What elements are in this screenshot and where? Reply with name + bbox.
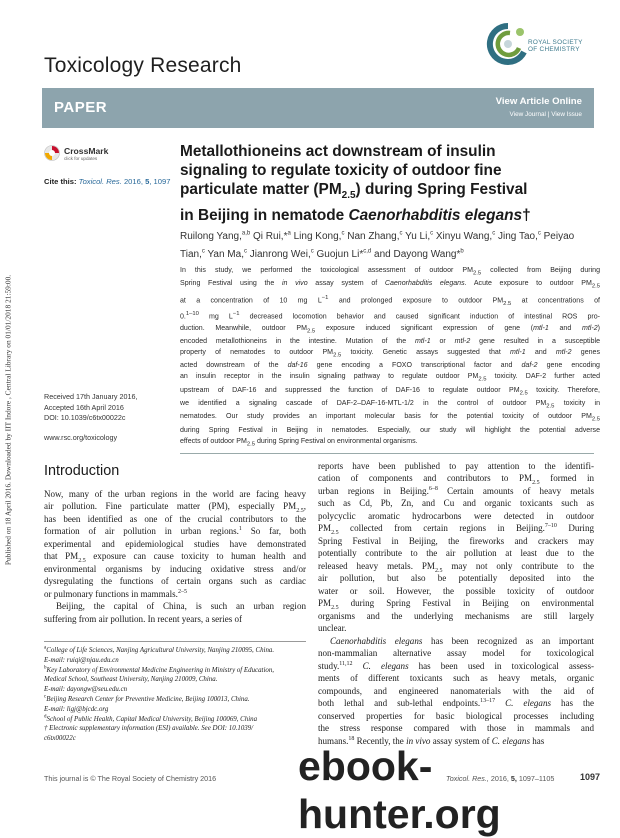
- body-text-line: non-mammalian alternative assay model for toxicological: [318, 648, 594, 659]
- intro-column-right: [318, 460, 594, 747]
- cite-journal[interactable]: Toxicol. Res.: [78, 177, 122, 186]
- view-links: [510, 111, 583, 118]
- body-text-line: experimental and epidemiological studies have demonstrated: [44, 538, 306, 549]
- body-text-line: water or soil. However, the possible toxicity of outdoor: [318, 585, 594, 596]
- footnote-line[interactable]: E-mail: ruiqi@njau.edu.cn: [44, 656, 119, 664]
- body-text-line: polycyclic aromatic hydrocarbons were detected in outdoor: [318, 510, 594, 521]
- body-text-line: organisms and the underlying mechanisms are still largely: [318, 610, 594, 621]
- author[interactable]: Peiyao Tian,$^c$: [180, 231, 575, 260]
- body-text-line: reports have been published to pay attention to the identifi-: [318, 461, 594, 471]
- journal-footer: Toxicol. Res., 2016, 5, 1097–1105: [446, 774, 555, 783]
- title-line: Metallothioneins act downstream of insulin: [180, 143, 496, 160]
- rsc-logo-text: ROYAL SOCIETY OF CHEMISTRY: [528, 39, 583, 54]
- abstract-line: Spring Festival using the in vivo assay system of Caenorhabditis elegans. Acute exposure to outdoor $PM_{2.5}$: [180, 280, 601, 290]
- footnote-divider: [44, 641, 306, 642]
- body-text-line: $PM_{2.5}$ collected from certain regions in Beijing.$^{7-10}$ During: [318, 523, 594, 537]
- abstract-line: In this study, we performed the toxicological assessment of outdoor $PM_{2.5}$ collected from Beijing during: [180, 267, 601, 277]
- view-article-online-link[interactable]: View Article Online: [495, 96, 582, 107]
- body-text-line: potentially contribute to the air pollution at least due to the: [318, 548, 594, 559]
- author[interactable]: Yu Li,$^c$: [402, 231, 434, 243]
- body-text-line: Caenorhabditis elegans has been recognized as an important: [330, 635, 595, 646]
- section-heading: Introduction: [44, 463, 120, 479]
- abstract-line: at a concentration of 10 mg $L^{-1}$ and prolonged exposure to outdoor $PM_{2.5}$ at concentrations of: [180, 294, 600, 307]
- body-text-line: Spring Festival in Beijing, the fireworks and crackers may: [318, 535, 594, 546]
- title-line: in Beijing in nematode Caenorhabditis elegans†: [180, 206, 531, 224]
- footnote-line: $^a$College of Life Sciences, Nanjing Agricultural University, Nanjing 210095, China.: [44, 645, 275, 654]
- page-number: 1097: [580, 772, 601, 782]
- crossmark-title: CrossMark: [64, 146, 109, 156]
- abstract-line: acted downstream of the daf-16 gene encoding a FOXO transcriptional factor and daf-2 gene encoding: [180, 362, 600, 370]
- body-text-line: suffering from air pollution. In recent years, a series of: [44, 613, 243, 624]
- article-type-label: PAPER: [54, 99, 108, 116]
- abstract: [180, 266, 600, 450]
- body-text-line: humans.$^{18}$ Recently, the in vivo assay system of C. elegans has: [318, 735, 545, 746]
- received-date: Received 17th January 2016,: [44, 392, 138, 401]
- footnote-line[interactable]: E-mail: dayongw@seu.edu.cn: [44, 686, 128, 694]
- body-text-line: compounds, and engineered nanomaterials with the aid of: [318, 685, 594, 696]
- footnote-line: $^d$School of Public Health, Capital Medical University, Beijing 100069, China: [44, 714, 258, 723]
- footnote-line[interactable]: † Electronic supplementary information (ESI) available. See DOI: 10.1039/: [44, 725, 254, 733]
- link-separator: |: [547, 111, 552, 118]
- author[interactable]: Ruilong Yang,$^{a,b}$: [180, 231, 251, 243]
- title-line: particulate matter $(PM_{2.5})$ during Spring Festival: [180, 181, 528, 202]
- body-text-line: released heavy metals. $PM_{2.5}$ may not only contribute to the: [318, 560, 594, 574]
- crossmark-badge[interactable]: [44, 145, 124, 163]
- copyright-footer: This journal is © The Royal Society of Chemistry 2016: [44, 774, 217, 783]
- abstract-line: upstream of DAF-16 and suppressed the function of DAF-16 to regulate outdoor $PM_{2.5}$ toxicity. Therefore,: [180, 386, 600, 397]
- abstract-line: property of nematodes to outdoor $PM_{2.5}$ toxicity. Genetic assays suggested that mtl-1 and mtl-2 genes: [180, 349, 600, 359]
- esi-dagger[interactable]: †: [522, 206, 531, 224]
- cite-volume: 5: [145, 177, 150, 186]
- intro-column-left: [44, 488, 306, 625]
- title-line: signaling to regulate toxicity of outdoor fine: [180, 162, 502, 180]
- cite-pages: , 1097: [149, 177, 171, 186]
- abstract-line: encoded metallothioneins in the intestine. Mutation of the mtl-1 or mtl-2 gene resulted in a susceptible: [180, 338, 600, 346]
- abstract-line: during Spring Festival in Beijing in nematodes. Especially, our study will highlight the potential adverse: [180, 426, 600, 434]
- body-text-line: urban regions in Beijing.$^{6-8}$ Certain amounts of heavy metals: [318, 485, 594, 496]
- crossmark-subtitle: click for updates: [64, 156, 98, 161]
- body-text-line: dysregulating the functions of certain organs such as cardiac: [44, 576, 306, 587]
- body-text-line: cation of components and contributors to $PM_{2.5}$ formed in: [318, 473, 595, 487]
- doi[interactable]: DOI: 10.1039/c6tx00022c: [44, 413, 126, 423]
- rsc-emblem-icon: [486, 22, 530, 66]
- author[interactable]: Guojun Li*$^{c,d}$: [313, 248, 372, 260]
- author[interactable]: Xinyu Wang,$^c$: [433, 231, 496, 243]
- body-text-line: Now, many of the urban regions in the world are facing heavy: [44, 489, 306, 499]
- cite-label: Cite this:: [44, 177, 77, 186]
- article-history: [44, 392, 138, 424]
- view-issue-link[interactable]: View Issue: [551, 111, 582, 118]
- side-download-note: [2, 150, 14, 690]
- body-text-line: air pollution, but also be potentially deposited into the: [318, 573, 594, 584]
- abstract-line: effects of outdoor $PM_{2.5}$ during Spring Festival on environmental organisms.: [180, 437, 418, 448]
- body-text-line: environmental organisms by inducing oxidative stress and/or: [44, 563, 306, 574]
- side-download-text: Published on 18 April 2016. Downloaded by IIT Indore , Central Library on 01/01/2018 21:59:00.: [3, 274, 13, 566]
- author-list: [180, 227, 600, 262]
- body-text-line: conserved properties for basic biological processes including: [318, 710, 594, 721]
- author[interactable]: Nan Zhang,$^c$: [344, 231, 403, 243]
- author[interactable]: and Dayong Wang*$^b$: [371, 248, 464, 260]
- cite-year: 2016,: [123, 177, 143, 186]
- journal-title: Toxicology Research: [44, 54, 242, 77]
- body-text-line: such as Cd, Pb, Zn, and Cu and organic toxicants such as: [318, 498, 594, 509]
- body-text-line: unclear.: [318, 623, 347, 634]
- author[interactable]: Jing Tao,$^c$: [495, 231, 541, 243]
- accepted-date: Accepted 16th April 2016: [44, 402, 124, 412]
- divider: [180, 453, 594, 454]
- footnote-line: Medical School, Southeast University, Nanjing 210009, China.: [44, 676, 218, 684]
- species-name: Caenorhabditis elegans: [348, 206, 523, 224]
- author[interactable]: Qi Rui,*$^a$: [250, 231, 291, 243]
- body-text-line: both lethal and sub-lethal endpoints.$^{13-17}$ C. elegans has the: [318, 698, 595, 709]
- watermark: ebook-hunter.org: [298, 743, 501, 837]
- article-type-banner: [42, 88, 594, 128]
- body-text-line: has been identified as one of the crucial contributors to the: [44, 513, 306, 524]
- abstract-line: we identified a signaling cascade of DAF-2–DAF-16-MTL-1/2 in the control of outdoor $PM_{2.5}$ toxicity in: [180, 400, 601, 410]
- view-journal-link[interactable]: View Journal: [509, 111, 546, 118]
- footnote-line[interactable]: E-mail: ligj@bjcdc.org: [44, 705, 109, 713]
- crossmark-icon: [44, 145, 60, 161]
- author[interactable]: Jianrong Wei,$^c$: [246, 248, 314, 260]
- body-text-line: formation of air pollution in urban regions.$^1$ So far, both: [44, 526, 306, 537]
- footnote-line: c6tx00022c: [44, 735, 76, 743]
- footnote-line: $^c$Beijing Research Center for Preventive Medicine, Beijing 100013, China.: [44, 694, 250, 703]
- body-text-line: air pollution. Fine particulate matter (PM), especially $PM_{2.5}$,: [44, 501, 306, 515]
- affiliation-footnotes: [44, 646, 306, 744]
- abstract-line: duction. Meanwhile, outdoor $PM_{2.5}$ exposure induced significant expression of gene (mtl-1 and mtl-2): [180, 324, 600, 335]
- article-title: [180, 142, 600, 225]
- body-text-line: $PM_{2.5}$ during Spring Festival in Beijing on environmental: [318, 598, 594, 612]
- author[interactable]: Ling Kong,$^c$: [290, 231, 345, 243]
- citation: [44, 177, 170, 186]
- body-text-line: ments of different toxicants such as heavy metals, organic: [318, 673, 594, 684]
- body-text-line: or pulmonary functions in mammals.$^{2-5}$: [44, 588, 187, 599]
- publisher-logo[interactable]: [486, 18, 606, 72]
- footnote-line: $^b$Key Laboratory of Environmental Medicine Engineering in Ministry of Education,: [44, 665, 274, 674]
- abstract-line: nematodes. Our study provides an important molecular basis for the potential toxicity of outdoor $PM_{2.5}$: [180, 413, 600, 423]
- abstract-line: an insulin receptor in the insulin signaling pathway to regulate outdoor $PM_{2.5}$ toxicity. DAF-2 further acted: [180, 373, 600, 383]
- body-text-line: the stress response compared with those in mammals and: [318, 723, 594, 734]
- journal-website-link[interactable]: www.rsc.org/toxicology: [44, 433, 118, 442]
- body-text-line: Beijing, the capital of China, is such an urban region: [56, 601, 306, 612]
- body-text-line: study.$^{11,12}$ C. elegans has been used in toxicological assess-: [318, 660, 594, 671]
- body-text-line: that $PM_{2.5}$ exposure can cause toxicity to human health and: [44, 551, 306, 565]
- abstract-line: 0.$^{1-10}$ mg $L^{-1}$ decreased locomotion behavior and caused significant induction of intestinal ROS pro-: [180, 311, 601, 321]
- author[interactable]: Yan Ma,$^c$: [204, 248, 247, 260]
